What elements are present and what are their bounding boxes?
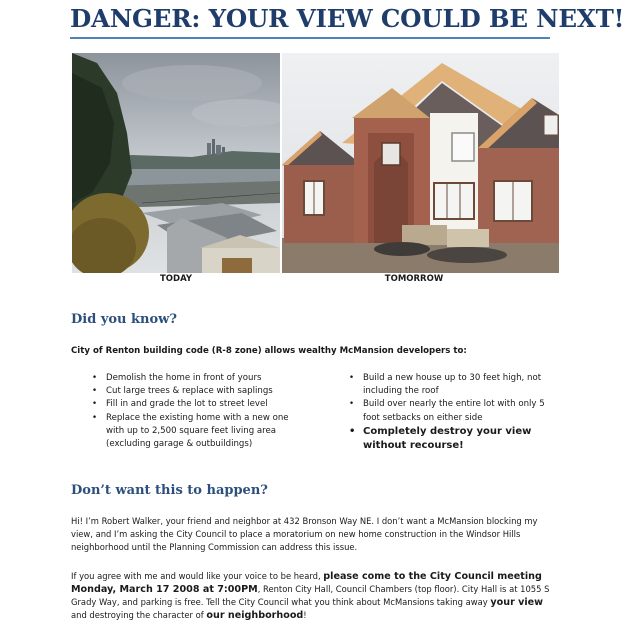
list-item-text: Replace the existing home with a new one with up to 2,500 square feet living area (excluding garage & outbuildings) [106, 412, 289, 450]
photo-tomorrow [282, 53, 559, 273]
list-item-text: Build a new house up to 30 feet high, not including the roof [363, 373, 542, 397]
list-item-text: Build over nearly the entire lot with only 5 foot setbacks on either side [363, 399, 545, 423]
emphasis-your-view: your view [490, 597, 544, 608]
list-item [347, 372, 547, 398]
caption-tomorrow: TOMORROW [384, 274, 444, 284]
intro-paragraph: Hi! I’m Robert Walker, your friend and neighbor at 432 Bronson Way NE. I don’t want a McMansion blocking my view, and I’m asking the City Council to place a moratorium on new home construction in the Windsor Hills neighborhood until the Planning Commission can address this issue. [71, 516, 538, 552]
list-item [90, 412, 295, 452]
meeting-details: please come to the City Council meeting Monday, March 17 2008 at 7:00PM [71, 571, 542, 595]
list-item-text: Completely destroy your view without recourse! [363, 425, 532, 451]
list-item-text: Fill in and grade the lot to street level [106, 399, 268, 410]
cta-text: If you agree with me and would like your voice to be heard, [71, 571, 324, 581]
heading-dont-want: Don’t want this to happen? [71, 483, 268, 498]
list-item-text: Demolish the home in front of yours [106, 373, 262, 383]
list-item [347, 398, 547, 424]
caption-today: TODAY [160, 274, 192, 284]
list-item [90, 398, 295, 411]
right-bullet-list [347, 372, 547, 453]
page-title: DANGER: YOUR VIEW COULD BE NEXT! [70, 4, 625, 33]
list-item-text: Cut large trees & replace with saplings [106, 386, 273, 397]
cta-text: and destroying the character of [71, 610, 207, 620]
cta-text: , Renton City Hall, Council Chambers (top floor). City Hall is at 1055 S Grady Way, and parking is free. Tell the City Council what you think about McMansions taking away [71, 584, 550, 607]
intro-text: City of Renton building code (R-8 zone) allows wealthy McMansion developers to: [71, 346, 467, 356]
emphasis-our-neighborhood: our neighborhood [206, 610, 304, 621]
call-to-action-paragraph [71, 570, 561, 622]
title-underline [70, 37, 550, 39]
bullet-icon: • [349, 425, 356, 437]
bullet-icon: • [92, 412, 98, 423]
list-item [90, 385, 295, 398]
photo-today [72, 53, 280, 273]
bullet-icon: • [92, 386, 98, 397]
bullet-icon: • [349, 373, 355, 383]
left-bullet-list [90, 372, 295, 451]
list-item [90, 372, 295, 385]
bullet-icon: • [92, 373, 98, 383]
cta-text: ! [303, 610, 307, 620]
list-item [347, 425, 547, 453]
bullet-icon: • [92, 399, 98, 410]
heading-did-you-know: Did you know? [71, 312, 177, 327]
bullet-icon: • [349, 399, 355, 410]
